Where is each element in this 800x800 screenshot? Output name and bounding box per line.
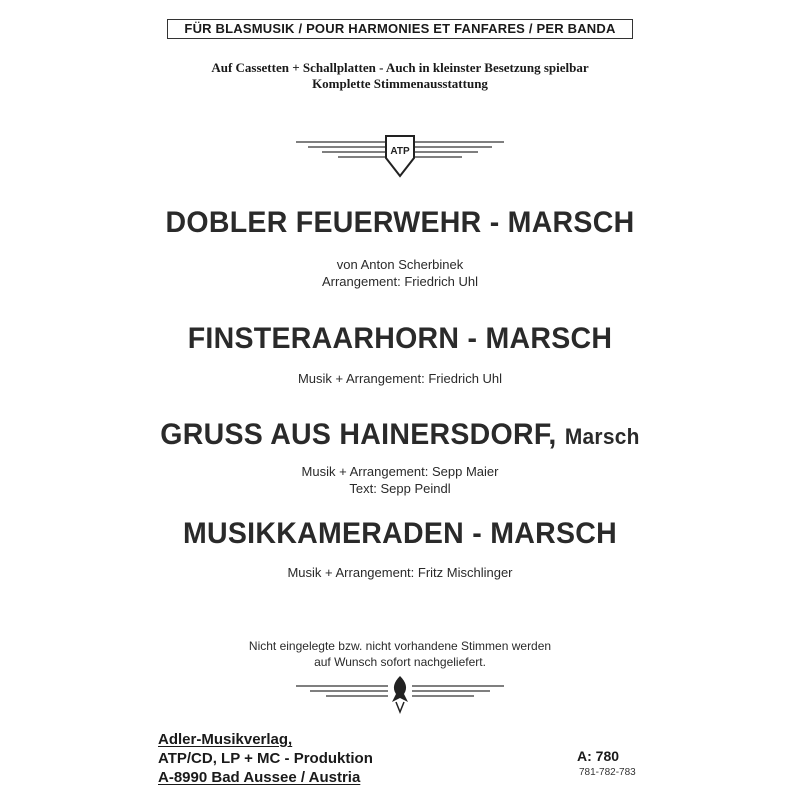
note-line-2: auf Wunsch sofort nachgeliefert. <box>314 655 486 669</box>
publisher-line-2: ATP/CD, LP + MC - Produktion <box>158 750 373 767</box>
piece-title-3-suffix: Marsch <box>564 424 640 449</box>
eagle-ornament <box>296 672 504 716</box>
note-line-1: Nicht eingelegte bzw. nicht vorhandene Stimmen werden <box>248 639 552 653</box>
piece-credit-2: Musik + Arrangement: Friedrich Uhl <box>297 371 503 386</box>
piece-title-3 <box>20 418 780 452</box>
piece-title-3-main: GRUSS AUS HAINERSDORF, <box>160 418 557 451</box>
logo-text: ATP <box>390 146 410 157</box>
piece-title-4: MUSIKKAMERADEN - MARSCH <box>182 517 618 550</box>
catalog-number: A: 780 <box>577 748 620 764</box>
catalog-sub: 781-782-783 <box>579 767 636 778</box>
subtitle-line-1: Auf Cassetten + Schallplatten - Auch in kleinster Besetzung spielbar <box>211 60 589 75</box>
publisher-line-3: A-8990 Bad Aussee / Austria <box>158 769 361 786</box>
piece-credit-3b: Text: Sepp Peindl <box>349 481 451 496</box>
piece-credit-1b: Arrangement: Friedrich Uhl <box>321 274 479 289</box>
publisher-line-1: Adler-Musikverlag, <box>158 731 293 748</box>
atp-logo-ornament <box>296 130 504 182</box>
publisher-block <box>158 730 373 787</box>
piece-credit-1a: von Anton Scherbinek <box>336 257 464 272</box>
piece-credit-4: Musik + Arrangement: Fritz Mischlinger <box>287 565 513 580</box>
banner: FÜR BLASMUSIK / POUR HARMONIES ET FANFARES / PER BANDA <box>167 19 633 39</box>
piece-title-1: DOBLER FEUERWEHR - MARSCH <box>165 206 635 239</box>
piece-credit-3a: Musik + Arrangement: Sepp Maier <box>301 464 499 479</box>
piece-title-2: FINSTERAARHORN - MARSCH <box>187 322 613 355</box>
subtitle-line-2: Komplette Stimmenausstattung <box>312 76 488 91</box>
